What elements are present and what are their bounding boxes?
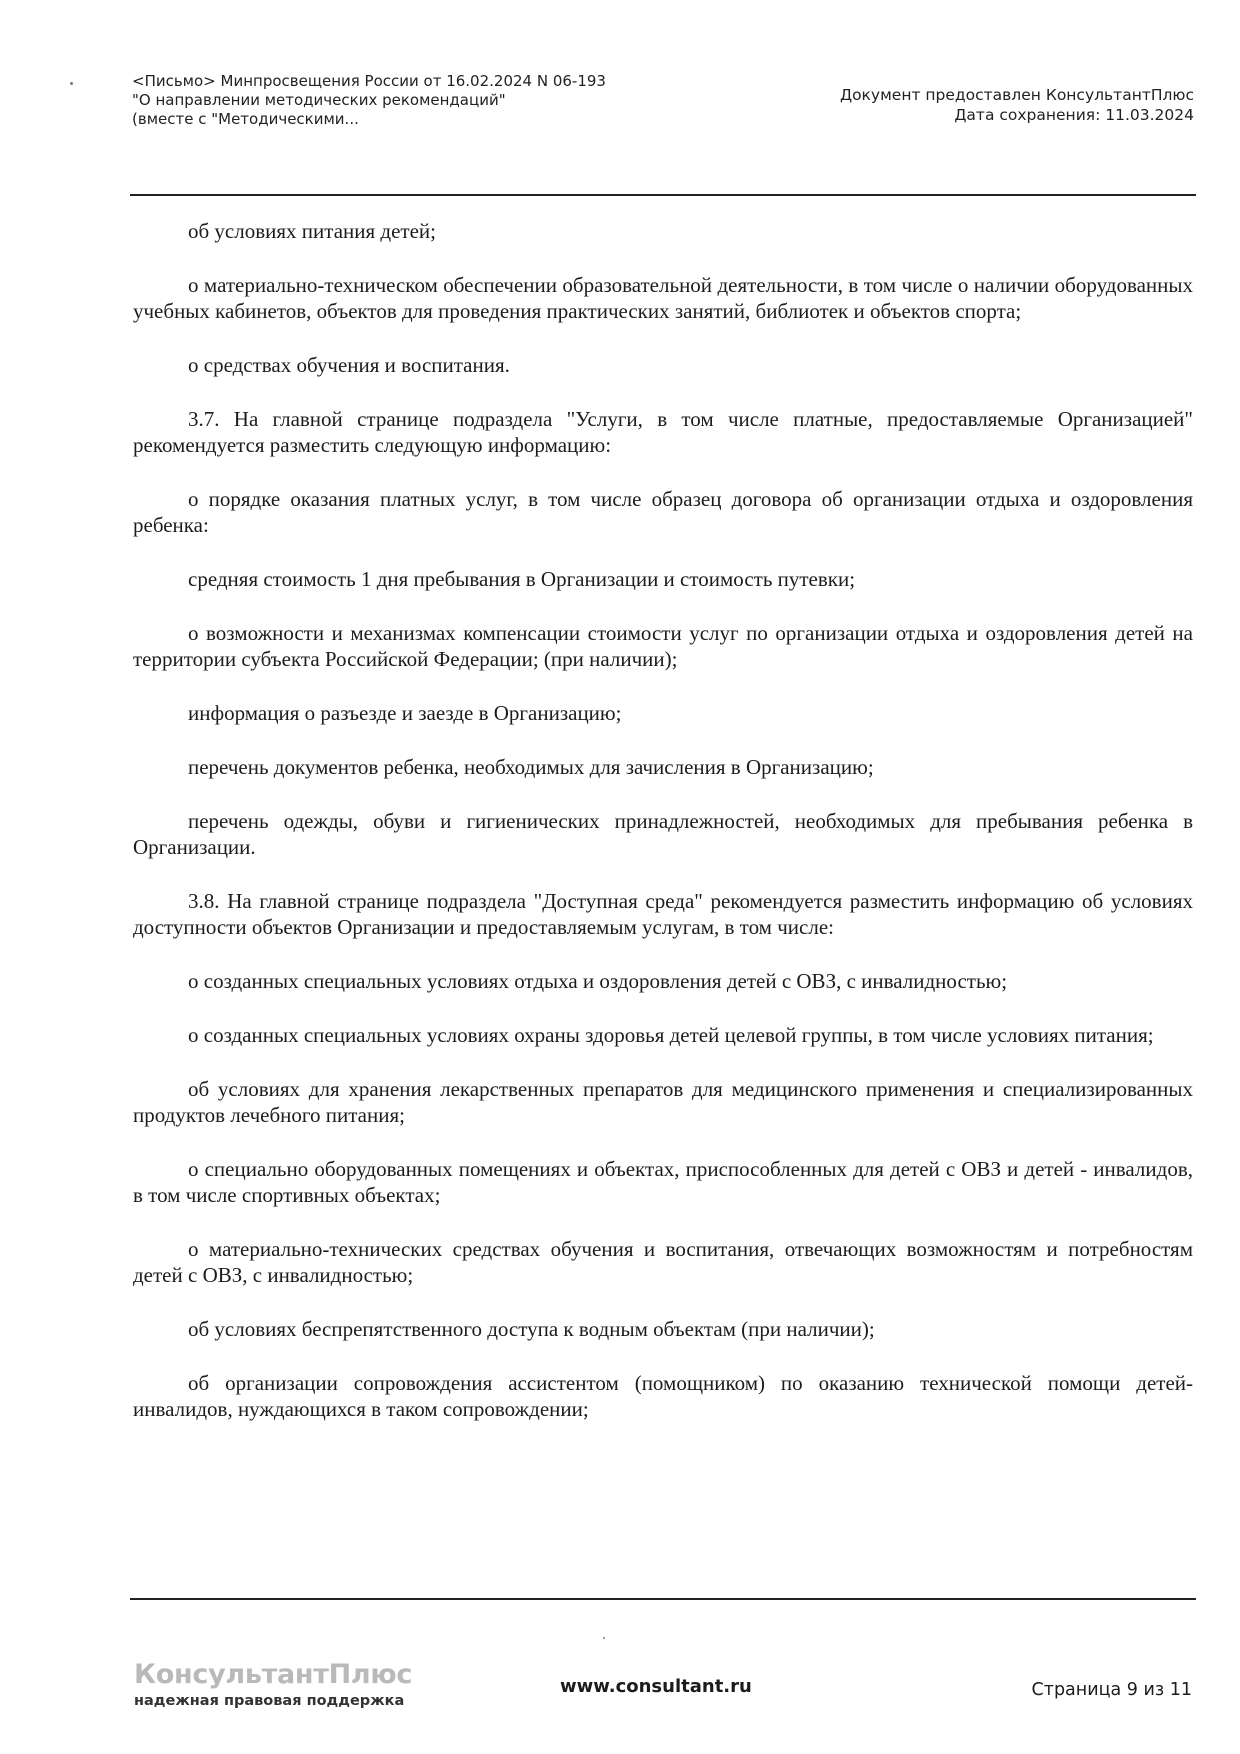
- saved-date: Дата сохранения: 11.03.2024: [954, 106, 1194, 124]
- document-body: [133, 218, 1193, 1450]
- citation-line: "О направлении методических рекомендаций": [132, 91, 506, 109]
- body-paragraph: перечень документов ребенка, необходимых для зачисления в Организацию;: [188, 755, 874, 779]
- body-paragraph: о возможности и механизмах компенсации стоимости услуг по организации отдыха и оздоровления детей на территории субъекта Российской Федерации; (при наличии);: [133, 621, 1193, 671]
- scan-speck: [70, 82, 73, 85]
- citation-line: (вместе с "Методическими...: [132, 110, 359, 128]
- body-paragraph: об условиях для хранения лекарственных препаратов для медицинского применения и специализированных продуктов лечебного питания;: [133, 1077, 1193, 1127]
- footer-divider: [130, 1598, 1196, 1600]
- document-citation: [132, 72, 692, 129]
- page-number: Страница 9 из 11: [1031, 1680, 1192, 1700]
- body-paragraph: о средствах обучения и воспитания.: [188, 353, 510, 377]
- logo-name: КонсультантПлюс: [134, 1659, 413, 1690]
- body-paragraph: о специально оборудованных помещениях и объектах, приспособленных для детей с ОВЗ и детей - инвалидов, в том числе спортивных объектах;: [133, 1157, 1193, 1207]
- body-paragraph: о материально-технических средствах обучения и воспитания, отвечающих возможностям и потребностям детей с ОВЗ, с инвалидностью;: [133, 1237, 1193, 1287]
- body-paragraph: о созданных специальных условиях отдыха и оздоровления детей с ОВЗ, с инвалидностью;: [188, 969, 1008, 993]
- body-paragraph: о материально-техническом обеспечении образовательной деятельности, в том числе о наличии оборудованных учебных кабинетов, объектов для проведения практических занятий, библиотек и объектов спорта;: [133, 273, 1193, 323]
- provider-label: Документ предоставлен КонсультантПлюс: [839, 86, 1194, 104]
- website-link[interactable]: www.consultant.ru: [560, 1676, 752, 1697]
- scan-speck: [603, 1637, 605, 1639]
- consultant-logo: [134, 1660, 412, 1710]
- body-paragraph: об условиях беспрепятственного доступа к водным объектам (при наличии);: [188, 1317, 875, 1341]
- body-paragraph: информация о разъезде и заезде в Организацию;: [188, 701, 622, 725]
- body-paragraph: об организации сопровождения ассистентом (помощником) по оказанию технической помощи детей-инвалидов, нуждающихся в таком сопровождении;: [133, 1371, 1193, 1421]
- body-paragraph: средняя стоимость 1 дня пребывания в Организации и стоимость путевки;: [188, 567, 856, 591]
- body-paragraph: о созданных специальных условиях охраны здоровья детей целевой группы, в том числе условиях питания;: [188, 1023, 1154, 1047]
- body-paragraph: перечень одежды, обуви и гигиенических принадлежностей, необходимых для пребывания ребенка в Организации.: [133, 809, 1193, 859]
- header-divider: [130, 194, 1196, 196]
- body-paragraph: 3.7. На главной странице подраздела "Услуги, в том числе платные, предоставляемые Организацией" рекомендуется разместить следующую информацию:: [133, 407, 1193, 457]
- body-paragraph: об условиях питания детей;: [188, 219, 436, 243]
- document-provider-info: [840, 85, 1194, 125]
- logo-tagline: надежная правовая поддержка: [134, 1693, 405, 1709]
- body-paragraph: 3.8. На главной странице подраздела "Доступная среда" рекомендуется разместить информацию об условиях доступности объектов Организации и предоставляемым услугам, в том числе:: [133, 889, 1193, 939]
- citation-line: <Письмо> Минпросвещения России от 16.02.2024 N 06-193: [132, 72, 606, 90]
- body-paragraph: о порядке оказания платных услуг, в том числе образец договора об организации отдыха и оздоровления ребенка:: [133, 487, 1193, 537]
